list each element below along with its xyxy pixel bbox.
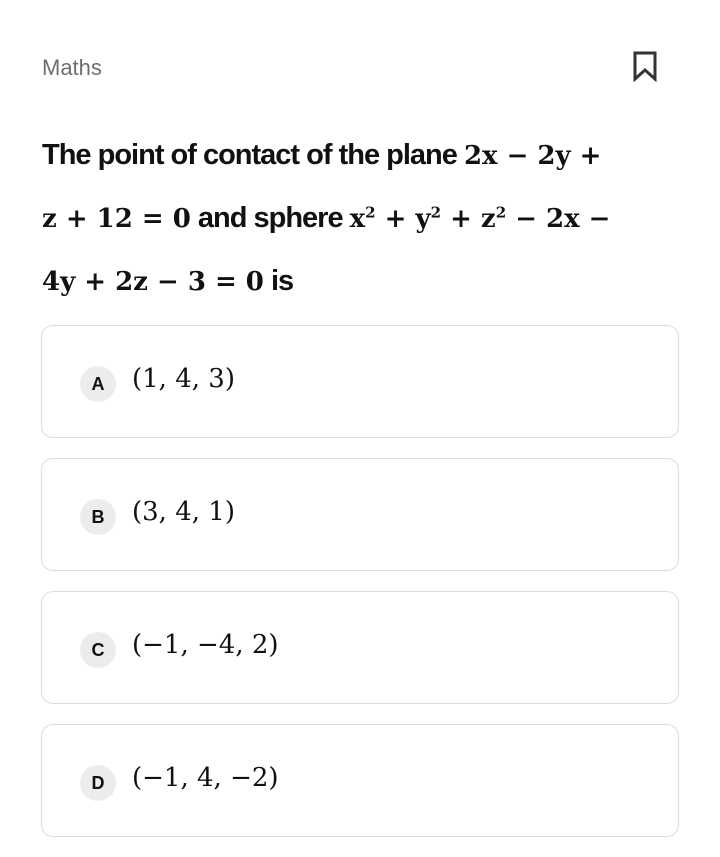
- option-b[interactable]: [41, 458, 679, 571]
- option-text: (1, 4, 3): [132, 364, 235, 394]
- option-a[interactable]: [41, 325, 679, 438]
- bookmark-icon[interactable]: [632, 50, 658, 82]
- option-text: (−1, −4, 2): [132, 630, 279, 660]
- option-letter-badge: A: [80, 366, 116, 402]
- math-var-x: x: [349, 204, 366, 234]
- question-header: [42, 50, 662, 86]
- math-expression: z + 12 = 0: [42, 204, 191, 234]
- option-letter-badge: C: [80, 632, 116, 668]
- math-expression: 4y + 2z − 3 = 0: [42, 267, 264, 297]
- exponent: 2: [495, 203, 507, 222]
- question-text-part: The point of contact of the plane: [42, 139, 464, 171]
- exponent: 2: [430, 203, 442, 222]
- option-text: (3, 4, 1): [132, 497, 235, 527]
- question-line-3: [42, 250, 682, 313]
- math-var-z: + z: [441, 204, 496, 234]
- math-rest: − 2x −: [506, 204, 611, 234]
- question-line-2: [42, 187, 682, 250]
- exponent: 2: [365, 203, 376, 222]
- option-letter-badge: D: [80, 765, 116, 801]
- option-c[interactable]: [41, 591, 679, 704]
- math-expression: 2x − 2y +: [463, 141, 602, 171]
- option-text: (−1, 4, −2): [132, 763, 279, 793]
- question-text: [42, 124, 682, 313]
- subject-label: Maths: [42, 55, 102, 80]
- options-list: [41, 325, 681, 857]
- question-line-1: [42, 124, 682, 187]
- question-text-part: and sphere: [190, 202, 350, 234]
- question-text-part: is: [263, 265, 294, 297]
- option-letter-badge: B: [80, 499, 116, 535]
- math-var-y: + y: [375, 204, 431, 234]
- option-d[interactable]: [41, 724, 679, 837]
- math-expression: [350, 204, 611, 234]
